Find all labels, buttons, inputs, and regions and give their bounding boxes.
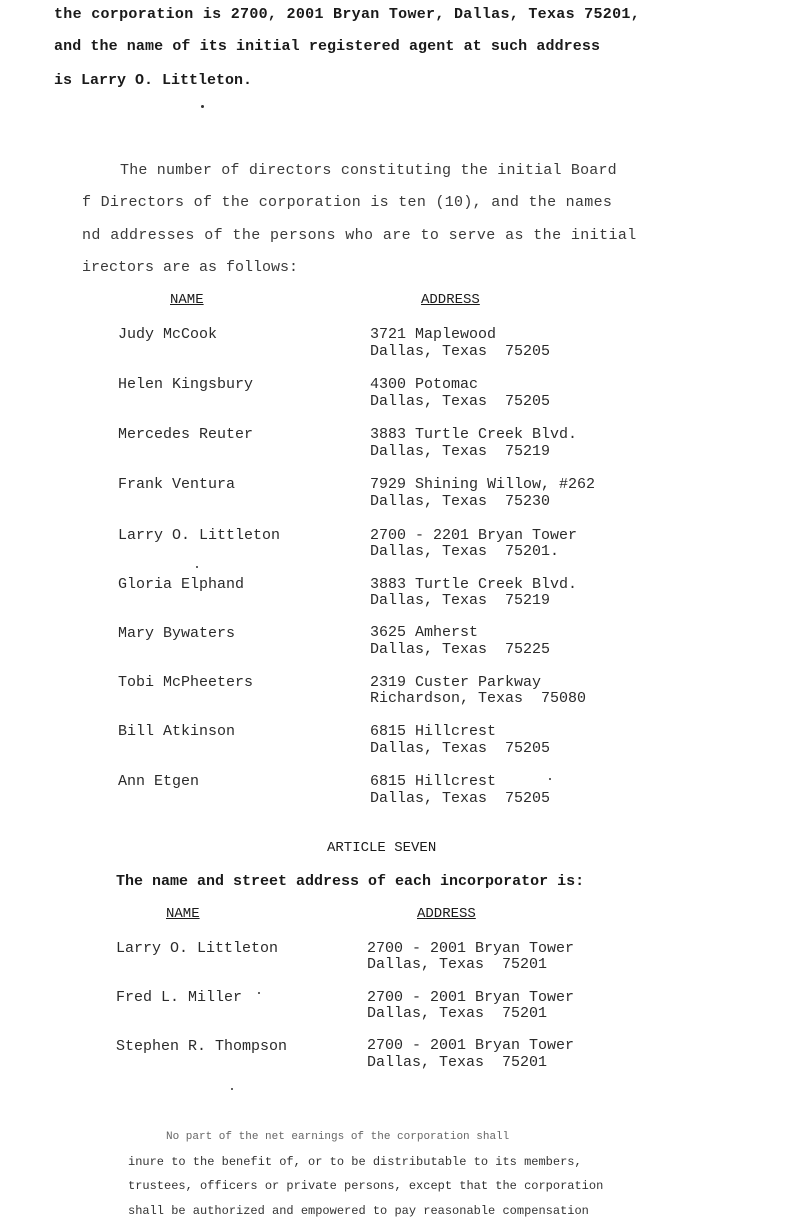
director-address-line-1: 2319 Custer Parkway	[370, 674, 542, 691]
director-name: Ann Etgen	[118, 773, 200, 790]
directors-address-header: ADDRESS	[421, 292, 480, 308]
director-name: Gloria Elphand	[118, 576, 245, 593]
director-address-line-2: Dallas, Texas 75205	[370, 790, 551, 807]
incorporator-name: Larry O. Littleton	[116, 940, 279, 957]
intro-line-2: and the name of its initial registered agent at such address	[54, 38, 601, 55]
incorporator-address-line-1: 2700 - 2001 Bryan Tower	[367, 989, 575, 1006]
directors-line-3: nd addresses of the persons who are to serve as the initial	[82, 227, 637, 244]
incorporator-address-line-2: Dallas, Texas 75201	[367, 1005, 548, 1022]
directors-line-4: irectors are as follows:	[82, 259, 299, 276]
incorporator-address-line-2: Dallas, Texas 75201	[367, 956, 548, 973]
director-name: Judy McCook	[118, 326, 218, 343]
directors-line-2: f Directors of the corporation is ten (10), and the names	[82, 194, 613, 211]
directors-name-header: NAME	[170, 292, 204, 308]
director-name: Frank Ventura	[118, 476, 236, 493]
closing-line-1: No part of the net earnings of the corporation shall	[166, 1131, 510, 1143]
directors-line-1: The number of directors constituting the initial Board	[120, 162, 617, 179]
incorporator-name: Fred L. Miller	[116, 989, 243, 1006]
incorporator-name: Stephen R. Thompson	[116, 1038, 288, 1055]
incorporators-address-header: ADDRESS	[417, 906, 476, 922]
scan-speck	[549, 778, 551, 780]
scan-speck	[258, 992, 260, 994]
director-address-line-1: 4300 Potomac	[370, 376, 479, 393]
director-name: Tobi McPheeters	[118, 674, 254, 691]
scan-speck	[201, 105, 204, 108]
closing-line-3: trustees, officers or private persons, except that the corporation	[128, 1179, 604, 1193]
director-address-line-2: Dallas, Texas 75219	[370, 443, 551, 460]
scan-speck	[196, 566, 198, 568]
director-address-line-1: 7929 Shining Willow, #262	[370, 476, 596, 493]
director-address-line-1: 3883 Turtle Creek Blvd.	[370, 576, 578, 593]
director-address-line-1: 6815 Hillcrest	[370, 723, 497, 740]
incorporators-name-header: NAME	[166, 906, 200, 922]
incorporator-address-line-1: 2700 - 2001 Bryan Tower	[367, 1037, 575, 1054]
closing-line-2: inure to the benefit of, or to be distributable to its members,	[128, 1155, 582, 1169]
scan-speck	[231, 1088, 233, 1090]
director-address-line-2: Dallas, Texas 75230	[370, 493, 551, 510]
article-seven-intro: The name and street address of each incorporator is:	[116, 873, 585, 890]
director-address-line-1: 3721 Maplewood	[370, 326, 497, 343]
director-address-line-1: 2700 - 2201 Bryan Tower	[370, 527, 578, 544]
intro-line-1: the corporation is 2700, 2001 Bryan Tower, Dallas, Texas 75201,	[54, 6, 640, 23]
incorporator-address-line-2: Dallas, Texas 75201	[367, 1054, 548, 1071]
director-address-line-2: Richardson, Texas 75080	[370, 690, 587, 707]
closing-line-4: shall be authorized and empowered to pay reasonable compensation	[128, 1204, 589, 1218]
director-name: Helen Kingsbury	[118, 376, 254, 393]
director-address-line-1: 3625 Amherst	[370, 624, 479, 641]
director-name: Mary Bywaters	[118, 625, 236, 642]
director-address-line-2: Dallas, Texas 75205	[370, 740, 551, 757]
director-name: Mercedes Reuter	[118, 426, 254, 443]
article-seven-heading: ARTICLE SEVEN	[327, 840, 437, 856]
director-address-line-2: Dallas, Texas 75205	[370, 393, 551, 410]
director-name: Bill Atkinson	[118, 723, 236, 740]
director-address-line-2: Dallas, Texas 75219	[370, 592, 551, 609]
director-address-line-1: 3883 Turtle Creek Blvd.	[370, 426, 578, 443]
director-address-line-2: Dallas, Texas 75225	[370, 641, 551, 658]
director-address-line-1: 6815 Hillcrest	[370, 773, 497, 790]
director-name: Larry O. Littleton	[118, 527, 281, 544]
director-address-line-2: Dallas, Texas 75205	[370, 343, 551, 360]
incorporator-address-line-1: 2700 - 2001 Bryan Tower	[367, 940, 575, 957]
director-address-line-2: Dallas, Texas 75201.	[370, 543, 560, 560]
intro-line-3: is Larry O. Littleton.	[54, 72, 253, 89]
